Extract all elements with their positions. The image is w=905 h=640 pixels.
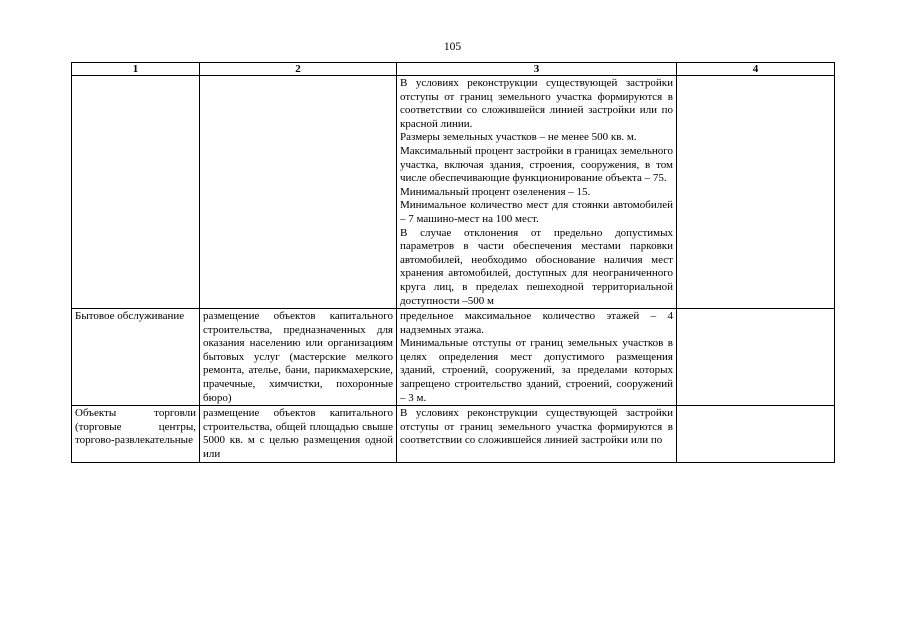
paragraph: В условиях реконструкции существующей застройки отступы от границ земельного участка формируются в соответствии со сложившейся линией застройки или по красной линии.: [400, 77, 673, 130]
paragraph: предельное максимальное количество этажей – 4 надземных этажа.: [400, 310, 673, 336]
table-row: [72, 309, 835, 406]
table-cell-empty: [200, 76, 397, 309]
regulations-table: [71, 62, 835, 463]
parameters-cell: В условиях реконструкции существующей застройки отступы от границ земельного участка формируются в соответствии со сложившейся линией застройки или по: [397, 406, 677, 462]
paragraph: Максимальный процент застройки в границах земельного участка, включая здания, строения, сооружения, в том числе обеспечивающие функционирование объекта – 75.: [400, 144, 673, 185]
parameters-cell: [397, 76, 677, 309]
paragraph: Минимальное количество мест для стоянки автомобилей – 7 машино-мест на 100 мест.: [400, 199, 673, 225]
paragraph: Минимальный процент озеленения – 15.: [400, 185, 591, 198]
column-header-2: 2: [200, 63, 397, 76]
table-cell-empty: [677, 309, 835, 406]
paragraph: В случае отклонения от предельно допустимых параметров в части обеспечения местами парковки автомобилей, необходимо обоснование наличия мест хранения автомобилей, доступных для неограниченного круга лиц, в пределах пешеходной территориальной доступности –500 м: [400, 226, 673, 307]
paragraph: Минимальные отступы от границ земельных участков в целях определения мест допустимого размещения зданий, строений, сооружений, за пределами которых запрещено строительство зданий, строений, сооружений – 3 м.: [400, 337, 673, 404]
column-header-1: 1: [72, 63, 200, 76]
column-header-4: 4: [677, 63, 835, 76]
use-description-cell: размещение объектов капитального строительства, предназначенных для оказания населению или организациям бытовых услуг (мастерские мелкого ремонта, ателье, бани, парикмахерские, прачечные, химчистки, похоронные бюро): [200, 309, 397, 406]
use-description-cell: размещение объектов капитального строительства, общей площадью свыше 5000 кв. м с целью размещения одной или: [200, 406, 397, 462]
table-cell-empty: [677, 76, 835, 309]
table-cell-empty: [677, 406, 835, 462]
use-type-cell: Объекты торговли (торговые центры, торгово-развлекательные: [72, 406, 200, 462]
paragraph: Размеры земельных участков – не менее 500 кв. м.: [400, 131, 637, 144]
table-row: [72, 76, 835, 309]
column-header-3: 3: [397, 63, 677, 76]
use-type-cell: Бытовое обслуживание: [72, 309, 200, 406]
table-row: [72, 406, 835, 462]
table-header-row: [72, 63, 835, 76]
page-number: 105: [443, 41, 462, 53]
table-cell-empty: [72, 76, 200, 309]
parameters-cell: [397, 309, 677, 406]
